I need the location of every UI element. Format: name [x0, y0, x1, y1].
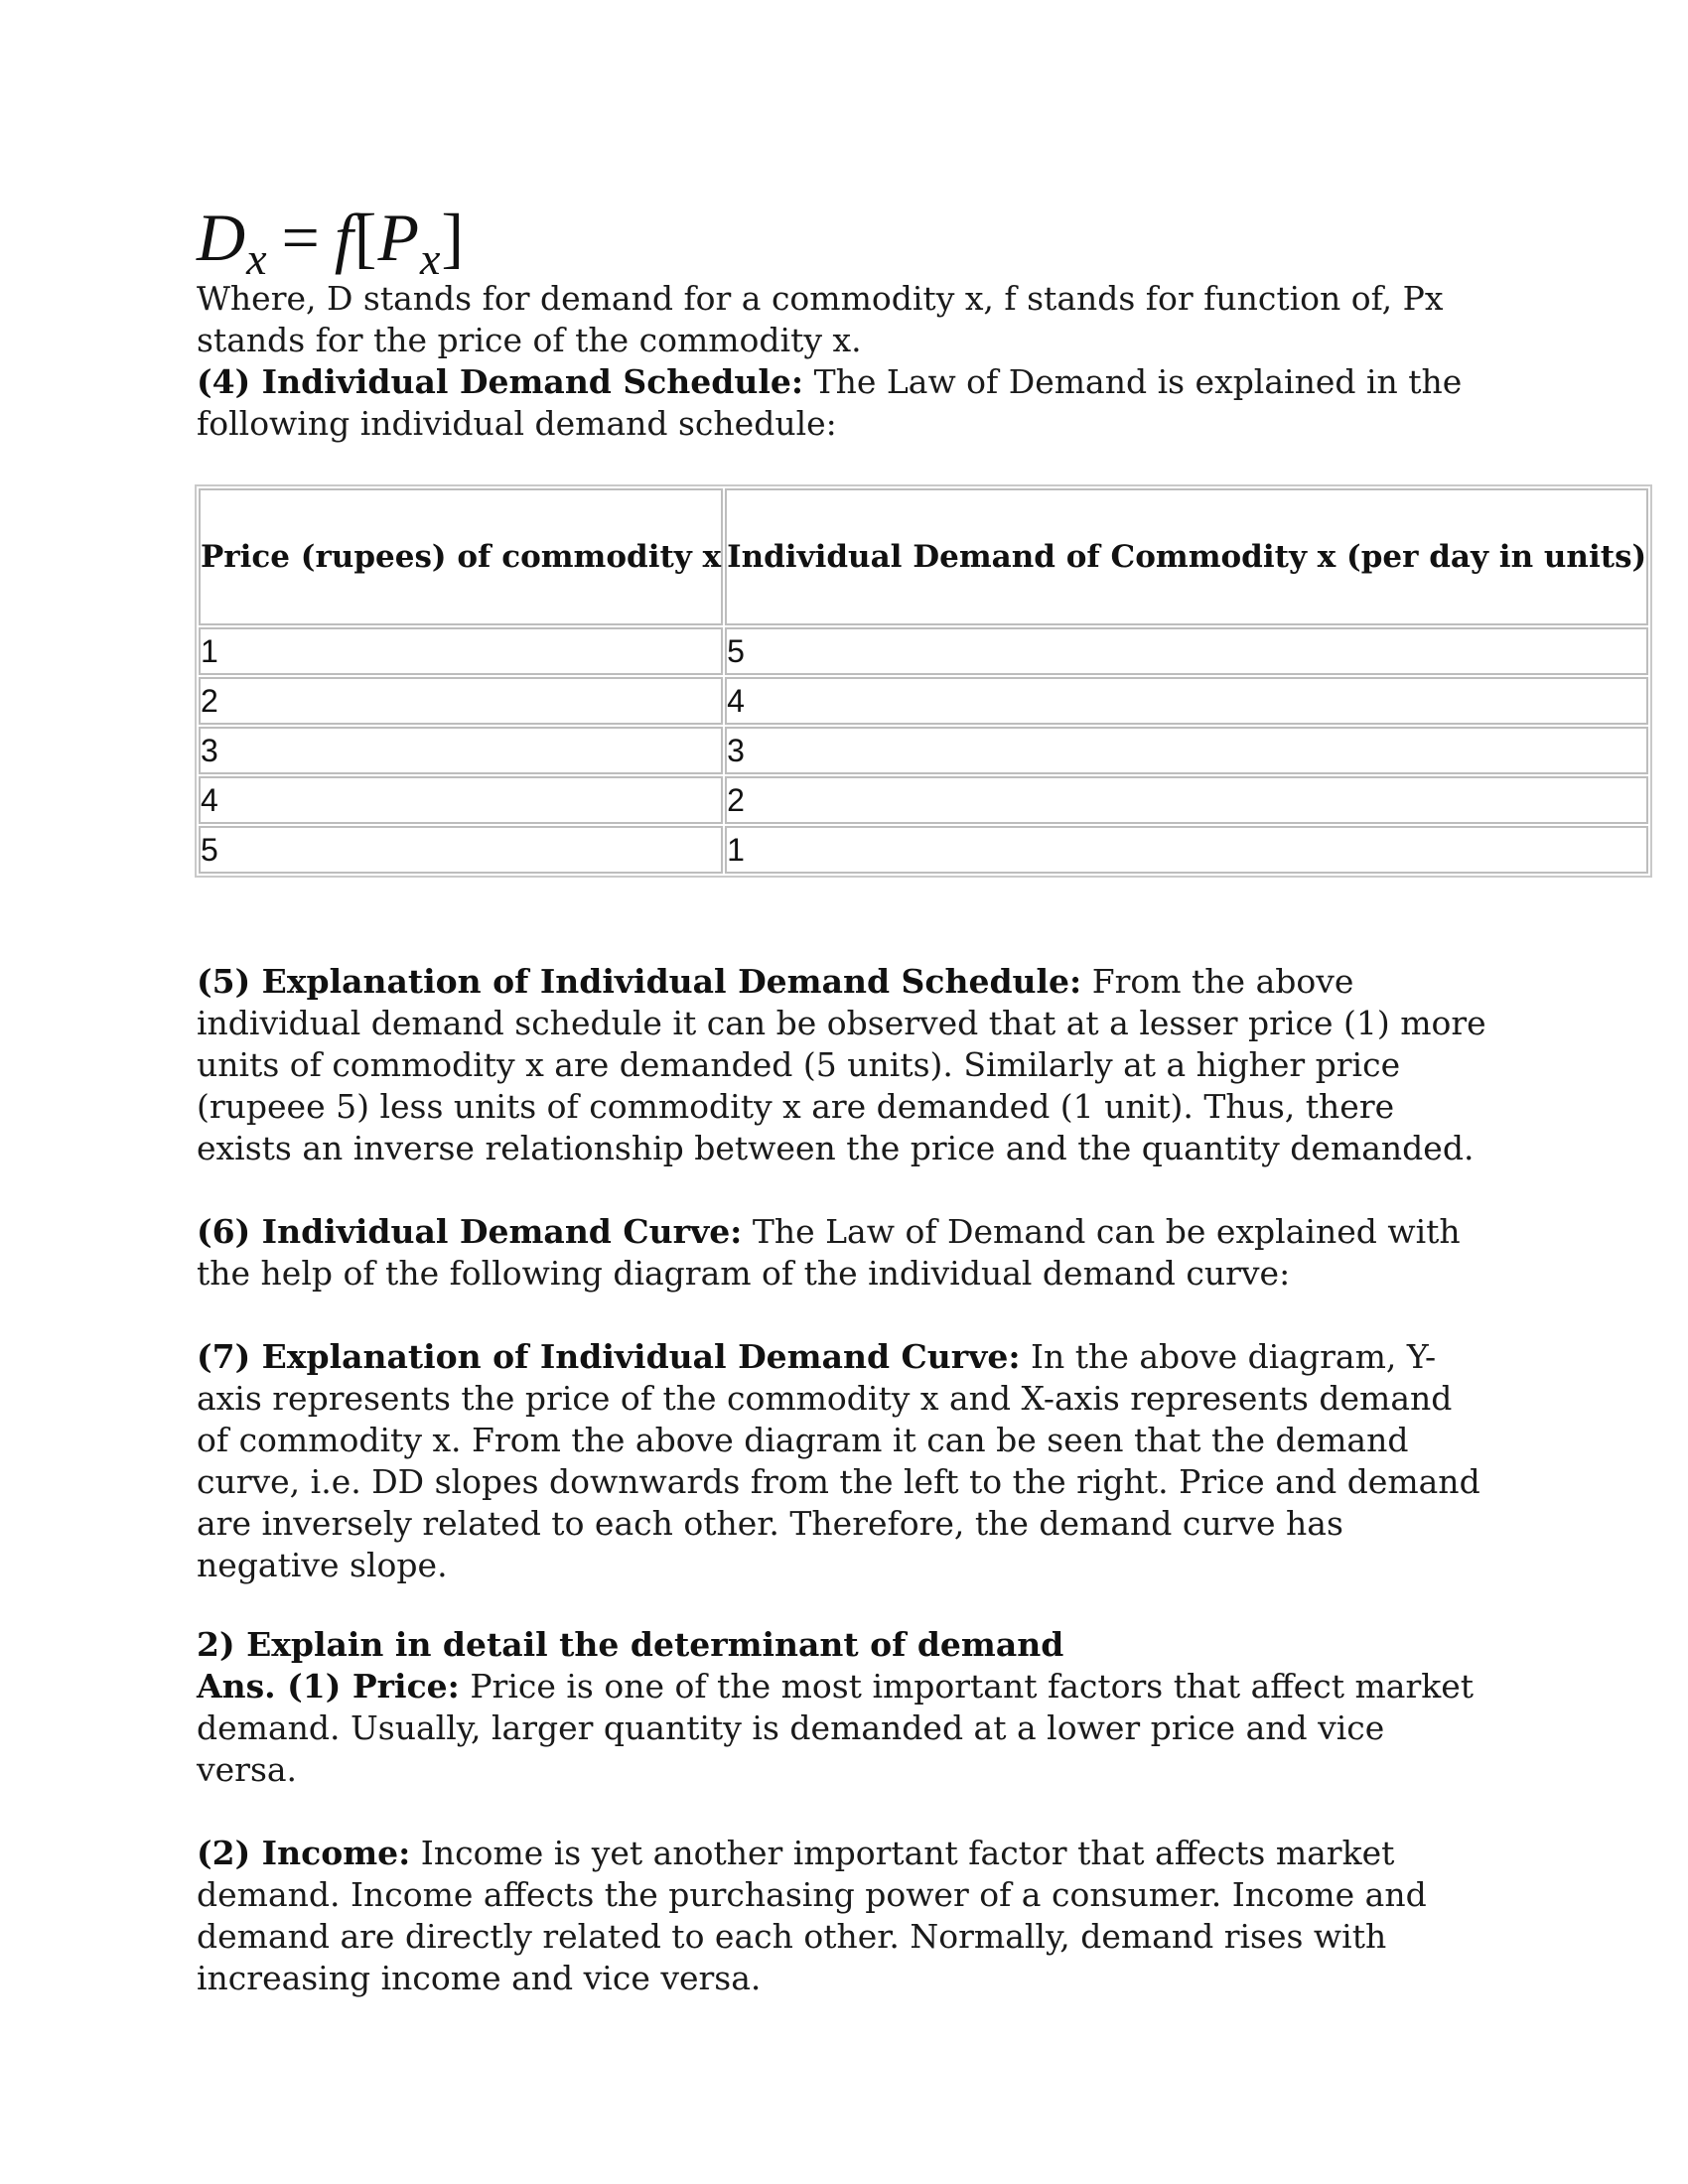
schedule-intro-text: The Law of Demand is explained in the following individual demand schedule:: [197, 362, 1463, 443]
formula-close-bracket: ]: [441, 200, 466, 275]
answer-price-heading: Ans. (1) Price:: [197, 1667, 460, 1706]
question-2-heading: [197, 1624, 1487, 1666]
curve-explanation-heading: (7) Explanation of Individual Demand Curve:: [197, 1337, 1021, 1376]
cell-demand: 1: [725, 826, 1648, 874]
table-row: [199, 627, 1648, 675]
cell-demand: 3: [725, 727, 1648, 774]
table-row: [199, 776, 1648, 824]
document-page: [197, 199, 1647, 1999]
formula-equals: =: [281, 200, 321, 275]
table-row: [199, 727, 1648, 774]
formula-lhs: D: [197, 200, 247, 275]
formula-open-bracket: [: [353, 200, 378, 275]
income-paragraph: [197, 1833, 1487, 1999]
schedule-explanation-heading: (5) Explanation of Individual Demand Schedule:: [197, 962, 1082, 1001]
answer-price-paragraph: [197, 1666, 1487, 1791]
formula-argument: P: [377, 200, 420, 275]
income-text: Income is yet another important factor that affects market demand. Income affects the purchasing power of a consumer. Income and demand are directly related to each other. Normally, demand rises with increasing income and vice versa.: [197, 1834, 1427, 1997]
cell-price: 4: [199, 776, 723, 824]
cell-price: 5: [199, 826, 723, 874]
formula-explanation: Where, D stands for demand for a commodity x, f stands for function of, Px stands for the price of the commodity x.: [197, 279, 1444, 359]
answer-price-text: Price is one of the most important factors that affect market demand. Usually, larger quantity is demanded at a lower price and vice versa.: [197, 1667, 1475, 1789]
cell-price: 1: [199, 627, 723, 675]
cell-demand: 5: [725, 627, 1648, 675]
income-heading: (2) Income:: [197, 1834, 411, 1872]
schedule-intro-paragraph: [197, 361, 1487, 445]
demand-curve-text: The Law of Demand can be explained with the help of the following diagram of the individual demand curve:: [197, 1212, 1461, 1293]
schedule-heading: (4) Individual Demand Schedule:: [197, 362, 804, 401]
formula-lhs-subscript: x: [246, 233, 268, 284]
schedule-explanation-paragraph: [197, 961, 1487, 1169]
formula-argument-subscript: x: [420, 233, 442, 284]
demand-curve-heading: (6) Individual Demand Curve:: [197, 1212, 743, 1251]
table-row: [199, 826, 1648, 874]
formula-function: f: [334, 200, 354, 275]
curve-explanation-paragraph: [197, 1336, 1487, 1586]
header-price: Price (rupees) of commodity x: [199, 488, 723, 625]
cell-price: 3: [199, 727, 723, 774]
demand-function-formula: [197, 199, 1487, 284]
cell-demand: 4: [725, 677, 1648, 725]
table-row: [199, 677, 1648, 725]
cell-demand: 2: [725, 776, 1648, 824]
demand-curve-paragraph: [197, 1211, 1487, 1295]
table-header-row: [199, 488, 1648, 625]
cell-price: 2: [199, 677, 723, 725]
header-demand: Individual Demand of Commodity x (per day in units): [725, 488, 1648, 625]
curve-explanation-text: In the above diagram, Y-axis represents the price of the commodity x and X-axis represents demand of commodity x. From the above diagram it can be seen that the demand curve, i.e. DD slopes downwards from the left to the right. Price and demand are inversely related to each other. Therefore, the demand curve has negative slope.: [197, 1337, 1480, 1584]
schedule-explanation-text: From the above individual demand schedule it can be observed that at a lesser price (1) more units of commodity x are demanded (5 units). Similarly at a higher price (rupeee 5) less units of commodity x are demanded (1 unit). Thus, there exists an inverse relationship between the price and the quantity demanded.: [197, 962, 1486, 1167]
question-2-text: 2) Explain in detail the determinant of demand: [197, 1625, 1064, 1664]
demand-schedule-table: [195, 484, 1652, 878]
